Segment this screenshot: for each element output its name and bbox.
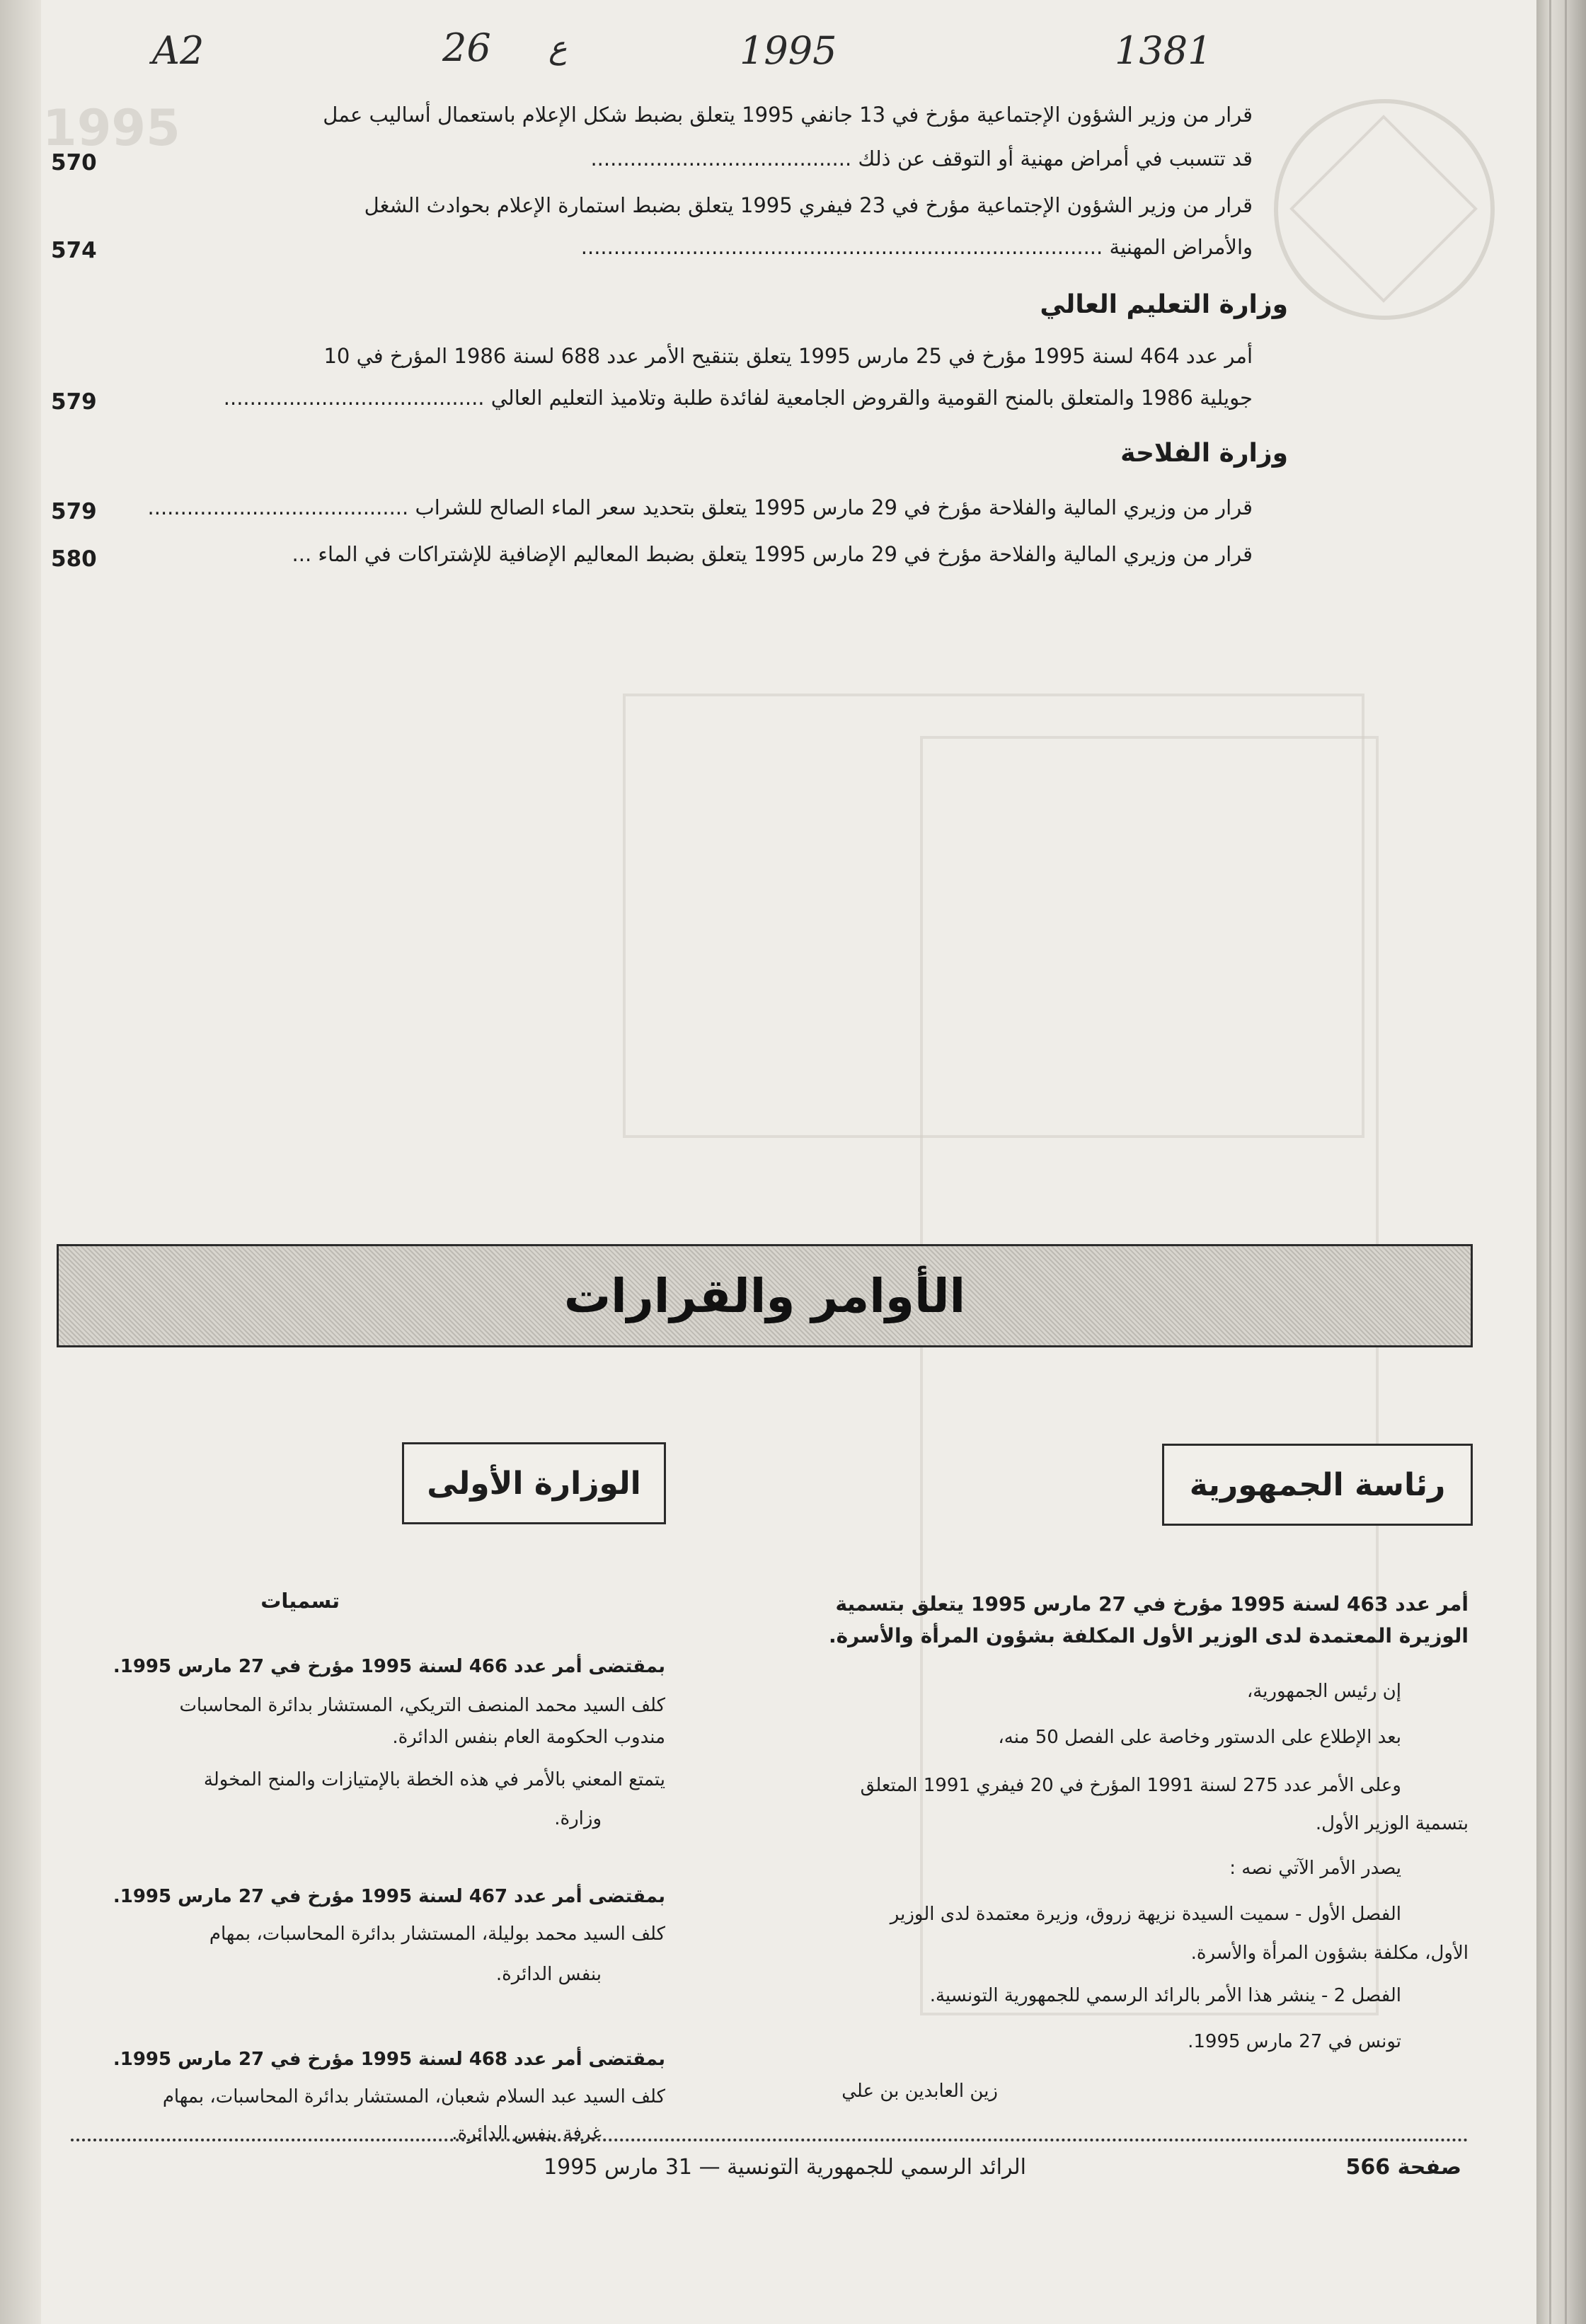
toc-item-1-line-1: قرار من وزير الشؤون الإجتماعية مؤرخ في 13 جانفي 1995 يتعلق بضبط شكل الإعلام باستعمال أساليب عمل bbox=[323, 103, 1253, 127]
toc-item-3-line-1: أمر عدد 464 لسنة 1995 مؤرخ في 25 مارس 1995 يتعلق بتنقيح الأمر عدد 688 لسنة 1986 المؤرخ في 10 bbox=[323, 344, 1253, 368]
toc-page-570: 570 bbox=[51, 150, 97, 176]
decree-466-line-2: مندوب الحكومة العام بنفس الدائرة. bbox=[392, 1727, 665, 1748]
presidency-heading: رئاسة الجمهورية bbox=[1189, 1466, 1446, 1503]
toc-item-1-text: قد تتسبب في أمراض مهنية أو التوقف عن ذلك bbox=[858, 146, 1253, 171]
decree-467-line-2: بنفس الدائرة. bbox=[495, 1964, 602, 1985]
decree-468-line-1: كلف السيد عبد السلام شعبان، المستشار بدائرة المحاسبات، بمهام bbox=[162, 2086, 665, 2107]
bleed-through-column bbox=[920, 736, 1379, 2015]
decree-466-title: بمقتضى أمر عدد 466 لسنة 1995 مؤرخ في 27 مارس 1995. bbox=[113, 1656, 665, 1677]
toc-leader-dots-short: ... bbox=[292, 542, 312, 566]
binding-gutter bbox=[1536, 0, 1586, 2324]
toc-item-1-line-2 bbox=[590, 146, 1253, 171]
handwritten-year: 1995 bbox=[740, 28, 837, 73]
handwritten-number: 1381 bbox=[1115, 28, 1212, 73]
handwritten-issue: 26 bbox=[442, 25, 491, 70]
gutter-line bbox=[1565, 0, 1567, 2324]
decree-466-line-1: كلف السيد محمد المنصف التريكي، المستشار بدائرة المحاسبات bbox=[179, 1695, 665, 1716]
footer-journal: الرائد الرسمي للجمهورية التونسية — 31 مارس 1995 bbox=[544, 2155, 1026, 2180]
presidency-p4: يصدر الأمر الآتي نصه : bbox=[1229, 1858, 1401, 1879]
decree-467-title: بمقتضى أمر عدد 467 لسنة 1995 مؤرخ في 27 مارس 1995. bbox=[113, 1886, 665, 1907]
toc-leader-dots: ........................................ bbox=[590, 146, 852, 171]
decree-466-line-3: يتمتع المعني بالأمر في هذه الخطة بالإمتيازات والمنح المخولة bbox=[203, 1769, 665, 1790]
toc-item-5 bbox=[292, 542, 1253, 566]
footer-rule bbox=[71, 2139, 1469, 2141]
presidency-p3-line-2: بتسمية الوزير الأول. bbox=[1315, 1813, 1469, 1834]
banner-title: الأوامر والقرارات bbox=[563, 1268, 966, 1323]
decree-466-line-4: وزارة. bbox=[554, 1808, 602, 1829]
toc-item-3-text: جويلية 1986 والمتعلق بالمنح القومية والقروض الجامعية لفائدة طلبة وتلاميذ التعليم العالي bbox=[490, 386, 1253, 410]
toc-page-580: 580 bbox=[51, 546, 97, 572]
toc-item-2-text: والأمراض المهنية bbox=[1109, 235, 1253, 259]
prime-ministry-heading: الوزارة الأولى bbox=[427, 1465, 641, 1502]
section-banner bbox=[57, 1244, 1473, 1347]
toc-leader-dots: ........................................ bbox=[223, 386, 485, 410]
decree-467-line-1: كلف السيد محمد بوليلة، المستشار بدائرة المحاسبات، بمهام bbox=[209, 1923, 665, 1945]
faint-stamp bbox=[1274, 99, 1495, 320]
presidency-p2: بعد الإطلاع على الدستور وخاصة على الفصل 50 منه، bbox=[998, 1727, 1401, 1748]
toc-item-4-text: قرار من وزيري المالية والفلاحة مؤرخ في 29 مارس 1995 يتعلق بتحديد سعر الماء الصالح للشراب bbox=[415, 495, 1253, 519]
toc-item-3-line-2 bbox=[224, 386, 1253, 410]
presidency-decree-title-1: أمر عدد 463 لسنة 1995 مؤرخ في 27 مارس 1995 يتعلق بتسمية bbox=[835, 1592, 1469, 1616]
bleed-through-year: 1995 bbox=[42, 99, 180, 157]
toc-leader-dots: ........................................ bbox=[841, 235, 1103, 259]
gutter-line bbox=[1549, 0, 1551, 2324]
presidency-art2: الفصل 2 - ينشر هذا الأمر بالرائد الرسمي للجمهورية التونسية. bbox=[929, 1985, 1401, 2006]
toc-section-agriculture: وزارة الفلاحة bbox=[1120, 439, 1288, 468]
decree-468-line-2: غرفة بنفس الدائرة. bbox=[452, 2123, 602, 2144]
presidency-p3-line-1: وعلى الأمر عدد 275 لسنة 1991 المؤرخ في 20 فيفري 1991 المتعلق bbox=[860, 1775, 1401, 1796]
decree-468-title: بمقتضى أمر عدد 468 لسنة 1995 مؤرخ في 27 مارس 1995. bbox=[113, 2049, 665, 2070]
toc-item-2-line-2 bbox=[581, 235, 1253, 259]
prime-ministry-subheading: تسميات bbox=[260, 1589, 340, 1613]
toc-item-4 bbox=[148, 495, 1253, 519]
toc-leader-dots: ........................................ bbox=[147, 495, 409, 519]
presidency-p1: إن رئيس الجمهورية، bbox=[1246, 1681, 1401, 1702]
handwritten-letter: ع bbox=[548, 30, 568, 66]
handwritten-code: A2 bbox=[152, 28, 205, 73]
presidency-signature: زين العابدين بن علي bbox=[841, 2081, 998, 2102]
presidency-decree-title-2: الوزيرة المعتمدة لدى الوزير الأول المكلفة بشؤون المرأة والأسرة. bbox=[828, 1624, 1469, 1647]
prime-ministry-heading-box bbox=[402, 1442, 666, 1524]
toc-leader-dots: ........................................ bbox=[580, 235, 842, 259]
toc-item-5-text: قرار من وزيري المالية والفلاحة مؤرخ في 29 مارس 1995 يتعلق بضبط المعاليم الإضافية للإشتراكات في الماء bbox=[318, 542, 1253, 566]
presidency-art1-line-1: الفصل الأول - سميت السيدة نزيهة زروق، وزيرة معتمدة لدى الوزير bbox=[890, 1904, 1401, 1925]
toc-item-2-line-1: قرار من وزير الشؤون الإجتماعية مؤرخ في 23 فيفري 1995 يتعلق بضبط استمارة الإعلام بحوادث الشغل bbox=[364, 193, 1253, 217]
page-left-edge bbox=[0, 0, 41, 2324]
presidency-date: تونس في 27 مارس 1995. bbox=[1188, 2031, 1401, 2052]
footer-page-number: صفحة 566 bbox=[1345, 2155, 1461, 2180]
presidency-heading-box bbox=[1162, 1444, 1473, 1526]
toc-page-574: 574 bbox=[51, 238, 97, 263]
toc-section-higher-education: وزارة التعليم العالي bbox=[1040, 290, 1288, 319]
toc-page-579-b: 579 bbox=[51, 499, 97, 524]
presidency-art1-line-2: الأول، مكلفة بشؤون المرأة والأسرة. bbox=[1190, 1943, 1469, 1964]
toc-page-579-a: 579 bbox=[51, 389, 97, 415]
